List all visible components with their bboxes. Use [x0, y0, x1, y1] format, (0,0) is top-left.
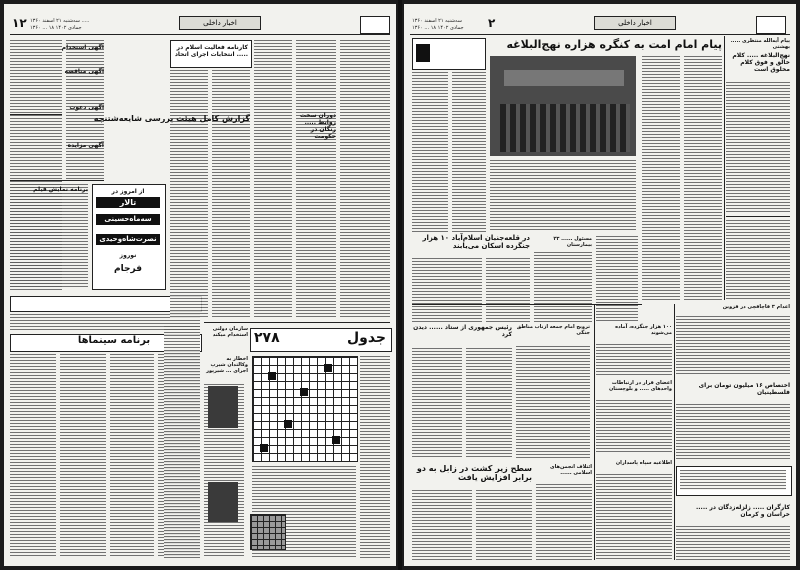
crossword-title: جدول: [346, 330, 386, 346]
right-date-line-2: ۱۳۶۰ ... ۱۸ جمادی ۱۴۰۲: [412, 25, 464, 31]
article-col-r5: [412, 258, 482, 322]
rule: [10, 114, 62, 115]
right-page-number: ۲: [488, 16, 496, 30]
notice-text: [680, 470, 786, 490]
headline-7: ۱۰۰ هزار جنگزده، آماده می‌شوند: [615, 324, 672, 336]
article-col-5: [340, 40, 390, 318]
side-headline: پیام آیه‌الله منتظری ..... بهشتی: [730, 38, 790, 50]
article-col-7: [164, 326, 200, 558]
crossword-black-cell: [284, 420, 292, 428]
headline-10: اختصاص ۱۶ میلیون تومان برای فلسطینیان: [698, 382, 790, 396]
headline-6: سطح زیر کشت در زابل به دو برابر افزایش یافت: [416, 464, 532, 482]
rule: [724, 36, 725, 300]
portrait-photo-2: [208, 482, 238, 522]
headline-3: مسئول ...... ۲۳ بیمارستان: [553, 236, 592, 248]
headline-4: رئیس جمهوری از ستاد ...... دیدن کرد: [413, 324, 512, 338]
rule: [594, 304, 595, 560]
article-col-4: [296, 40, 336, 318]
article-col-r9: [412, 348, 462, 458]
mid-headline-1: سازمان دولتی استخدام میکند: [212, 326, 248, 338]
article-col-r6: [486, 258, 530, 322]
col-headline-1: گزارش کامل هیئت بررسی شایعه‌شتنجه: [93, 114, 250, 123]
ad-heading-3: آگهی دعوت: [69, 104, 104, 111]
crossword-solution: [250, 514, 286, 550]
cinema-ad-line-2: تالار: [119, 198, 137, 207]
left-section-label: اخبار داخلی: [179, 16, 261, 30]
ad-heading-2: آگهی مناقصه: [64, 68, 104, 75]
article-col-r14: [536, 484, 592, 560]
article-col-r15: [596, 344, 672, 376]
article-col-1: [170, 70, 208, 318]
crossword-black-cell: [300, 388, 308, 396]
headline-9: اطلاعیه سپاه پاسداران: [615, 460, 672, 466]
cinema-program-title: برنامه سینماها: [77, 335, 151, 346]
newspaper-logo: [756, 16, 786, 34]
rule: [204, 322, 390, 323]
article-col-r16: [596, 400, 672, 454]
films-listing: [10, 184, 88, 288]
rule: [10, 180, 104, 181]
headline-5: ترویج امام جمعه ازناب مناطق جنگی: [516, 324, 590, 336]
films-header: برنامه نمایش فیلم: [33, 186, 88, 193]
cinema-listing-3: [110, 354, 154, 558]
article-col-r7: [534, 252, 592, 322]
headline-2: در قلعه‌جنبان اسلام‌آباد ۱۰ هزار جنگزده اسکان می‌یابند: [422, 234, 530, 250]
left-date-line-2: ۱۳۶۰ ... ۱۸ جمادی ۱۴۰۲: [30, 25, 82, 31]
side-article-2: [726, 220, 790, 300]
article-col-r12: [412, 490, 472, 560]
headline-8: اعضای قرار در ارتباطات واحدهای ..... و بلوچستان: [609, 380, 672, 392]
ad-heading-4: آگهی مزایده: [67, 142, 104, 149]
article-under-photo: [490, 160, 636, 232]
portrait-photo-1: [208, 386, 238, 428]
cinema-ad-line-1: از امروز در: [111, 188, 145, 195]
crossword-black-cell: [268, 372, 276, 380]
article-col-r11: [516, 346, 590, 458]
cinema-ad-line-6: فرجام: [114, 264, 142, 274]
crossword-black-cell: [324, 364, 332, 372]
page-gutter: [398, 0, 402, 570]
col-headline-3: دوران سخت روابط ..... رنگان در حکومت: [299, 112, 336, 140]
headline-11: اعدام ۳ قاچاقچی در قزوین: [722, 304, 790, 310]
article-col-r3: [412, 72, 448, 232]
section-tag-icon: [416, 44, 430, 62]
headline-13: ائتلاف انجمن‌های اسلامی ......: [550, 464, 592, 476]
article-col-r18: [676, 316, 790, 376]
headline-12: کارگران ..... زلزله‌زدگان در ..... خراسان و کرمان: [695, 504, 790, 518]
article-col-3: [254, 40, 292, 318]
cinema-listing-2: [60, 354, 106, 558]
rule: [674, 304, 675, 560]
main-headline: پیام امام امت به کنگره هزاره نهج‌البلاغه: [506, 38, 722, 51]
rule: [412, 304, 642, 305]
article-col-r10: [466, 348, 512, 458]
photo-banner: [504, 70, 624, 86]
article-col-r20: [676, 526, 790, 560]
left-date-line-1: سه‌شنبه ۲۱ اسفند ۱۳۶۰ .....: [30, 18, 90, 24]
article-col-r1: [642, 56, 680, 300]
article-col-r4: [452, 72, 486, 232]
article-col-r19: [676, 404, 790, 460]
newspaper-logo: [360, 16, 390, 34]
crossword-number: ۲۷۸: [254, 330, 280, 346]
article-col-r8: [596, 236, 638, 322]
photo-crowd: [500, 104, 630, 152]
left-page: [4, 4, 396, 566]
article-col-r17: [596, 474, 672, 560]
cinema-ad-line-5: نوروز: [119, 252, 137, 259]
right-page: [404, 4, 796, 566]
right-date-line-1: سه‌شنبه ۲۱ اسفند ۱۳۶۰: [412, 18, 462, 24]
crossword-black-cell: [332, 436, 340, 444]
ad-heading-1: آگهی استخدام: [61, 44, 104, 51]
article-col-r13: [476, 490, 532, 560]
left-page-number: ۱۲: [12, 16, 27, 30]
mid-headline-2: اخطار به وکالتدان شیرپ اجرای ... شیرپور: [206, 356, 248, 374]
cinema-ad-line-3: سه‌ماه‌حسینی: [104, 215, 152, 223]
cinema-ad-line-4: نصرت‌شاه‌وحیدی: [99, 235, 157, 243]
article-col-r2: [684, 56, 722, 300]
side-article: [726, 82, 790, 212]
crossword-clues: [360, 356, 390, 558]
col-headline-2: کارنامه فعالیت اسلام در ..... انتخابات اجرای اتحاد: [174, 44, 248, 58]
cinema-listing-1: [10, 354, 56, 558]
crossword-black-cell: [260, 444, 268, 452]
side-subhead: نهج‌البلاغه ..... کلام خالق و فوق کلام مخلوق است: [732, 52, 790, 73]
right-section-label: اخبار داخلی: [594, 16, 676, 30]
article-col-2: [212, 70, 250, 318]
rule: [726, 216, 790, 217]
